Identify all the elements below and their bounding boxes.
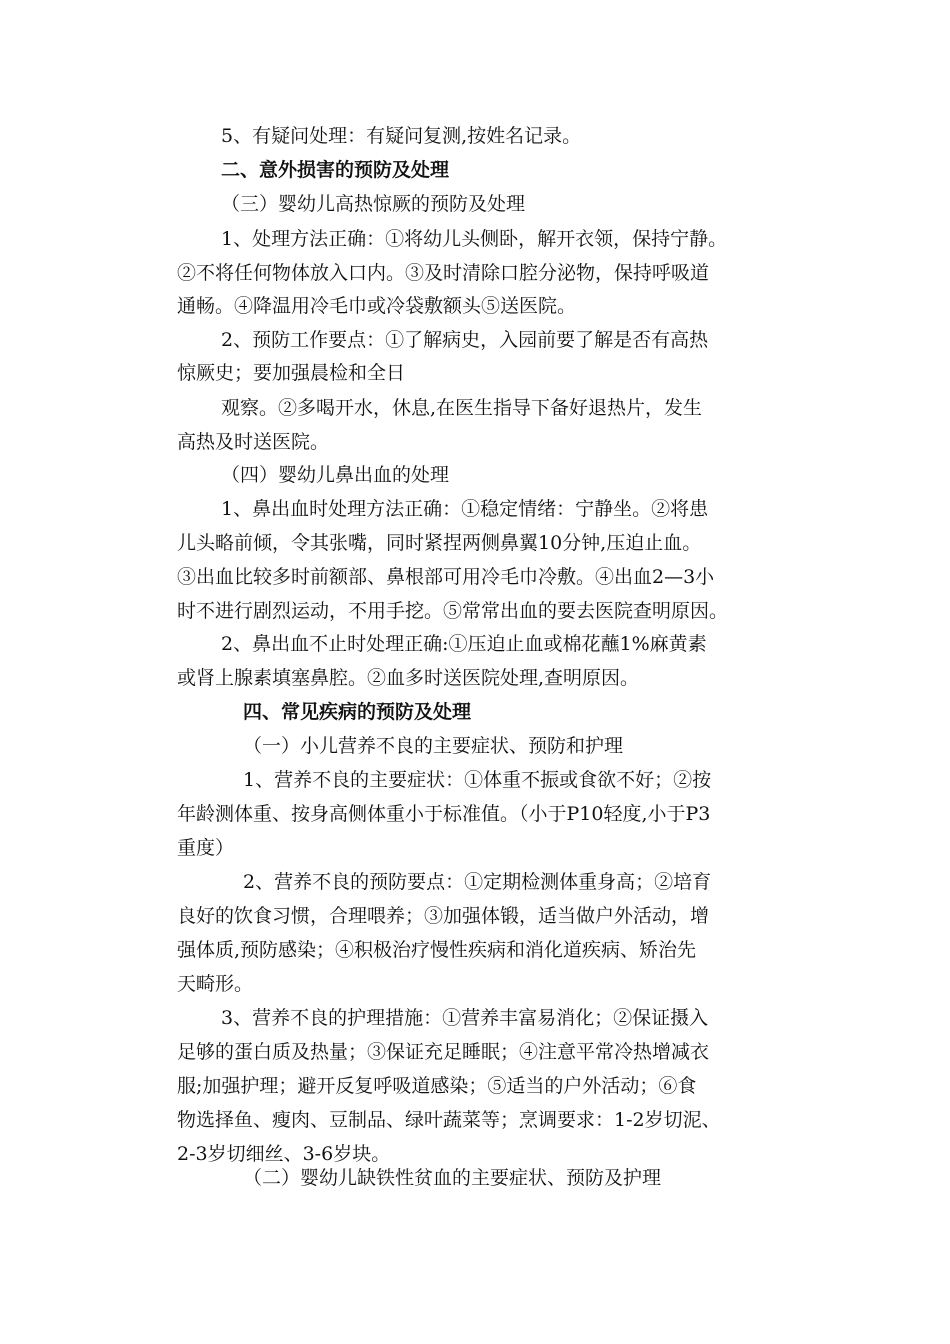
- text-line: （一）小儿营养不良的主要症状、预防和护理: [243, 735, 624, 757]
- text-line: ②不将任何物体放入口内。③及时清除口腔分泌物，保持呼吸道: [177, 262, 710, 284]
- section-heading: 四、常见疾病的预防及处理: [243, 701, 472, 723]
- text-line: 良好的饮食习惯，合理喂养；③加强体锻，适当做户外活动，增: [177, 905, 710, 927]
- text-line: 物选择鱼、瘦肉、豆制品、绿叶蔬菜等；烹调要求：1-2岁切泥、: [177, 1109, 721, 1131]
- text-line: （三）婴幼儿高热惊厥的预防及处理: [221, 193, 526, 215]
- text-line: 或肾上腺素填塞鼻腔。②血多时送医院处理,查明原因。: [177, 667, 640, 689]
- text-line: 通畅。④降温用冷毛巾或冷袋敷额头⑤送医院。: [177, 295, 577, 317]
- text-line: 1、鼻出血时处理方法正确：①稳定情绪：宁静坐。②将患: [221, 498, 709, 520]
- text-line: 5、有疑问处理：有疑问复测,按姓名记录。: [221, 125, 582, 147]
- text-line: 1、处理方法正确：①将幼儿头侧卧，解开衣领，保持宁静。: [221, 228, 728, 250]
- text-line: 儿头略前倾，令其张嘴，同时紧捏两侧鼻翼10分钟,压迫止血。: [177, 532, 702, 554]
- text-line: 服;加强护理；避开反复呼吸道感染；⑤适当的户外活动；⑥食: [177, 1075, 697, 1097]
- text-line: 2、鼻出血不止时处理正确:①压迫止血或棉花蘸1%麻黄素: [221, 633, 707, 655]
- text-line: 3、营养不良的护理措施：①营养丰富易消化；②保证摄入: [221, 1007, 709, 1029]
- text-line: ③出血比较多时前额部、鼻根部可用冷毛巾冷敷。④出血2—3小: [177, 566, 715, 588]
- text-line: （四）婴幼儿鼻出血的处理: [221, 464, 450, 486]
- text-line: 惊厥史；要加强晨检和全日: [177, 362, 406, 384]
- text-line: 强体质,预防感染；④积极治疗慢性疾病和消化道疾病、矫治先: [177, 939, 697, 961]
- text-line: 2、预防工作要点：①了解病史，入园前要了解是否有高热: [221, 329, 709, 351]
- text-line: 天畸形。: [177, 973, 254, 995]
- text-line: 年龄测体重、按身高侧体重小于标准值。（小于P10轻度,小于P3: [177, 803, 711, 825]
- text-line: 足够的蛋白质及热量；③保证充足睡眠；④注意平常冷热增减衣: [177, 1041, 710, 1063]
- text-line: 2、营养不良的预防要点：①定期检测体重身高；②培育: [243, 871, 712, 893]
- text-line: （二）婴幼儿缺铁性贫血的主要症状、预防及护理: [243, 1167, 662, 1189]
- section-heading: 二、意外损害的预防及处理: [221, 159, 450, 181]
- text-line: 观察。②多喝开水，休息,在医生指导下备好退热片，发生: [221, 397, 703, 419]
- text-line: 高热及时送医院。: [177, 431, 330, 453]
- text-line: 时不进行剧烈运动，不用手挖。⑤常常出血的要去医院查明原因。: [177, 600, 729, 622]
- text-line: 1、营养不良的主要症状：①体重不振或食欲不好；②按: [243, 769, 712, 791]
- text-line: 2-3岁切细丝、3-6岁块。: [177, 1143, 391, 1165]
- text-line: 重度）: [177, 837, 235, 859]
